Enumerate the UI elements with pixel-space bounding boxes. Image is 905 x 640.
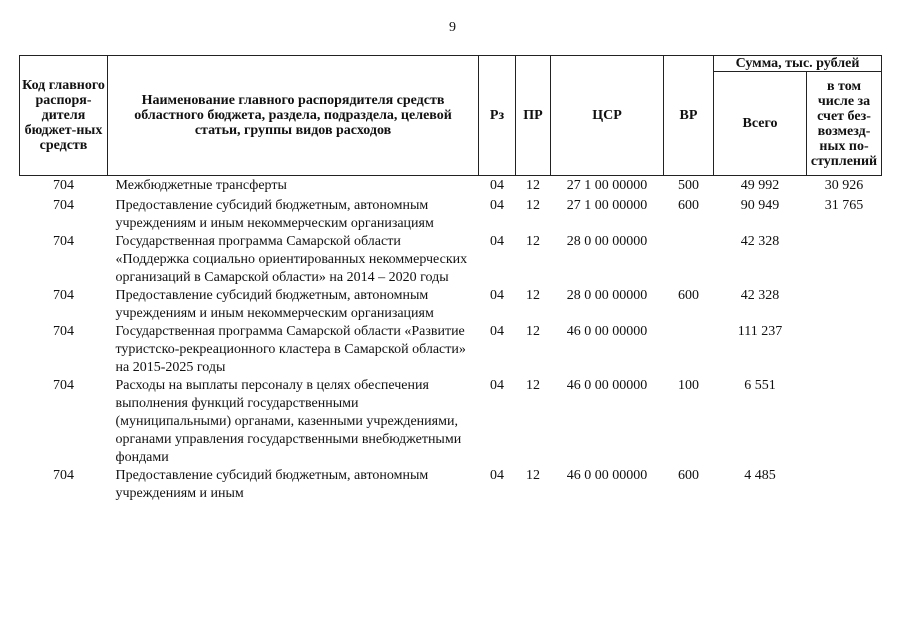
cell-vr [664, 233, 714, 287]
cell-name: Предоставление субсидий бюджетным, автономным учреждениям и иным [115, 468, 429, 501]
cell-total: 4 485 [744, 468, 776, 483]
cell-incl [807, 323, 882, 377]
cell-csr: 27 1 00 00000 [566, 198, 648, 213]
header-name: Наименование главного распорядителя средств областного бюджета, раздела, подраздела, целевой статьи, группы видов расходов [108, 56, 479, 176]
cell-vr: 500 [678, 178, 699, 193]
table-row [20, 323, 882, 377]
cell-csr: 28 0 00 00000 [566, 234, 648, 249]
cell-csr: 46 0 00 00000 [566, 468, 648, 483]
header-total: Всего [714, 72, 807, 176]
cell-name: Предоставление субсидий бюджетным, автономным учреждениям и иным некоммерческим организациям [115, 198, 434, 231]
cell-vr: 600 [678, 198, 699, 213]
cell-code: 704 [53, 198, 74, 213]
cell-csr: 27 1 00 00000 [566, 178, 648, 193]
table-header [20, 56, 882, 176]
header-sum: Сумма, тыс. рублей [714, 56, 882, 72]
cell-pr: 12 [526, 198, 540, 213]
cell-name: Расходы на выплаты персоналу в целях обеспечения выполнения функций государственными (муниципальными) органами, казенными учреждениями, органами управления государственными внебюджетными фондами [115, 378, 462, 465]
header-csr: ЦСР [551, 56, 664, 176]
cell-vr [664, 323, 714, 377]
cell-name: Предоставление субсидий бюджетным, автономным учреждениям и иным некоммерческим организациям [115, 288, 434, 321]
cell-total: 6 551 [744, 378, 776, 393]
header-pr: ПР [516, 56, 551, 176]
cell-pr: 12 [526, 468, 540, 483]
cell-total: 42 328 [740, 234, 780, 249]
cell-name: Межбюджетные трансферты [115, 178, 287, 193]
cell-code: 704 [53, 324, 74, 339]
cell-csr: 28 0 00 00000 [566, 288, 648, 303]
table-row [20, 377, 882, 467]
table-row [20, 233, 882, 287]
cell-rz: 04 [490, 324, 504, 339]
cell-name: Государственная программа Самарской области «Поддержка социально ориентированных некоммерческих организаций в Самарской области» на 2014 – 2020 годы [115, 234, 468, 285]
cell-total: 111 237 [737, 324, 783, 339]
cell-code: 704 [53, 378, 74, 393]
header-incl: в том числе за счет без-возмезд-ных по-ступлений [807, 72, 882, 176]
cell-rz: 04 [490, 234, 504, 249]
cell-code: 704 [53, 178, 74, 193]
cell-incl: 30 926 [824, 178, 864, 193]
table-row [20, 197, 882, 233]
cell-incl: 31 765 [824, 198, 864, 213]
cell-pr: 12 [526, 324, 540, 339]
header-vr: ВР [664, 56, 714, 176]
cell-pr: 12 [526, 178, 540, 193]
cell-incl [807, 377, 882, 467]
header-rz: Рз [479, 56, 516, 176]
cell-incl [807, 233, 882, 287]
cell-pr: 12 [526, 288, 540, 303]
cell-code: 704 [53, 234, 74, 249]
cell-incl [807, 467, 882, 503]
table-row [20, 176, 882, 198]
cell-csr: 46 0 00 00000 [566, 324, 648, 339]
cell-code: 704 [53, 468, 74, 483]
cell-rz: 04 [490, 288, 504, 303]
cell-rz: 04 [490, 378, 504, 393]
cell-vr: 600 [678, 468, 699, 483]
cell-pr: 12 [526, 234, 540, 249]
cell-incl [807, 287, 882, 323]
cell-total: 90 949 [740, 198, 780, 213]
cell-rz: 04 [490, 468, 504, 483]
cell-code: 704 [53, 288, 74, 303]
cell-vr: 600 [678, 288, 699, 303]
cell-rz: 04 [490, 178, 504, 193]
table-body [20, 176, 882, 504]
cell-pr: 12 [526, 378, 540, 393]
table-row [20, 287, 882, 323]
header-code: Код главного распоря-дителя бюджет-ных средств [20, 56, 108, 176]
cell-name: Государственная программа Самарской области «Развитие туристско-рекреационного кластера в Самарской области» на 2015-2025 годы [115, 324, 466, 375]
page-number: 9 [449, 20, 456, 35]
cell-total: 42 328 [740, 288, 780, 303]
cell-csr: 46 0 00 00000 [566, 378, 648, 393]
budget-table [19, 55, 882, 503]
cell-vr: 100 [678, 378, 699, 393]
cell-total: 49 992 [740, 178, 780, 193]
cell-rz: 04 [490, 198, 504, 213]
table-row [20, 467, 882, 503]
